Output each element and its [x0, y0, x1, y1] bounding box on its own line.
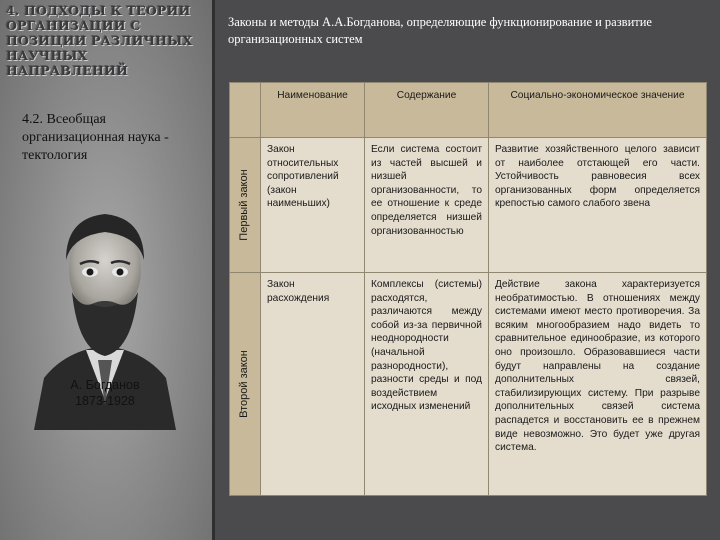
row-side-label-cell — [230, 138, 261, 273]
header-content: Содержание — [365, 83, 489, 138]
header-meaning: Социально-экономическое значение — [489, 83, 707, 138]
header-blank-cell — [230, 83, 261, 138]
row-meaning: Развитие хозяйственного целого зависит от наиболее отстающей его части. Устойчивость равновесия всех организованных форм определяется крепостью самого слабого звена — [489, 138, 707, 273]
slide-title: Законы и методы А.А.Богданова, определяющие функционирование и развитие организационных систем — [228, 15, 652, 46]
row-side-label: Первый закон — [238, 169, 251, 241]
table-header-row — [230, 83, 707, 138]
row-side-label-cell — [230, 273, 261, 496]
table-row — [230, 138, 707, 273]
section-heading: 4. ПОДХОДЫ К ТЕОРИИ ОРГАНИЗАЦИИ С ПОЗИЦИИ РАЗЛИЧНЫХ НАУЧНЫХ НАПРАВЛЕНИЙ — [6, 3, 193, 78]
panel-divider — [212, 0, 215, 540]
portrait-caption — [26, 377, 184, 409]
row-side-label: Второй закон — [238, 350, 251, 418]
row-content: Если система состоит из частей высшей и низшей организованности, то ее отношение к среде определяется низшей организованностью — [365, 138, 489, 273]
row-name: Закон расхождения — [261, 273, 365, 496]
header-name: Наименование — [261, 83, 365, 138]
row-meaning: Действие закона характеризуется необратимостью. В отношениях между системами имеют место противоречия. За всяким многообразием надо видеть то сравнительное единообразие, из которого оно произошло. Образовавшиеся части будут направлены на создание дополнительных связей, стабилизирующих систему. При разрыве дополнительных связей система распадется и восстановить ее в прежнем виде невозможно. Это будет уже другая система. — [489, 273, 707, 496]
row-content: Комплексы (системы) расходятся, различаются между собой из-за первичной неоднородности (начальной разнородности), разности среды и под воздействием исходных изменений — [365, 273, 489, 496]
row-name: Закон относительных сопротивлений (закон наименьших) — [261, 138, 365, 273]
table-row — [230, 273, 707, 496]
section-subheading: 4.2. Всеобщая организационная наука - тектология — [22, 112, 169, 163]
caption-name: А. Богданов — [70, 378, 140, 392]
laws-table — [229, 82, 707, 496]
caption-years: 1873-1928 — [75, 394, 135, 408]
